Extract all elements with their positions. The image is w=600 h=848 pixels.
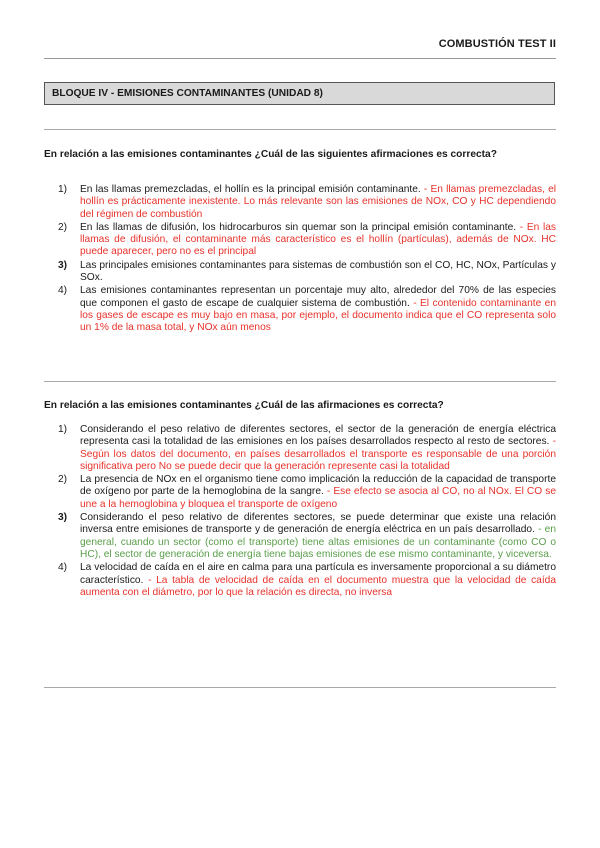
- option-text: La presencia de NOx en el organismo tiene como implicación la reducción de la capacidad de transporte de oxígeno por parte de la hemoglobina de la sangre.: [80, 474, 556, 498]
- section-title-box: [44, 82, 555, 105]
- question-2-option-1: [58, 424, 556, 473]
- question-2-option-2: [58, 474, 556, 511]
- option-text: Considerando el peso relativo de diferentes sectores, se puede determinar que existe una relación inversa entre emisiones de transporte y de generación de energía eléctrica en un país desarrollado.: [80, 512, 556, 536]
- option-note: - La tabla de velocidad de caída en el documento muestra que la velocidad de caída aumenta con el diámetro, por lo que la relación es directa, no inversa: [80, 574, 556, 598]
- option-note: - El contenido contaminante en los gases de escape es muy bajo en masa, por ejemplo, el documento indica que el CO representa solo un 1% de la masa total, y NOx aún menos: [80, 297, 556, 334]
- option-note: - en general, cuando un sector (como el transporte) tiene altas emisiones de un contaminante (como CO o HC), el sector de generación de energía tiene bajas emisiones de ese mismo contaminante, y viceversa.: [80, 524, 556, 560]
- divider: [44, 129, 556, 130]
- divider: [44, 381, 556, 382]
- question-1-options: [58, 184, 556, 336]
- option-text: La velocidad de caída en el aire en calma para una partícula es inversamente proporcional a su diámetro característico.: [80, 562, 556, 586]
- question-1-option-4: [58, 285, 556, 334]
- question-1-option-3: [58, 260, 556, 285]
- question-2-option-3: [58, 512, 556, 561]
- question-1-option-2: [58, 222, 556, 259]
- document-header-title: COMBUSTIÓN TEST II: [438, 38, 556, 50]
- option-note: - En llamas premezcladas, el hollín es prácticamente inexistente. Lo más relevante son las emisiones de NOx, CO y HC dependiendo del régimen de combustión: [80, 184, 556, 220]
- header-divider: [44, 58, 556, 59]
- option-text: En las llamas de difusión, los hidrocarburos sin quemar son la principal emisión contaminante.: [80, 221, 517, 233]
- option-number: 2): [58, 221, 68, 233]
- option-text: En las llamas premezcladas, el hollín es la principal emisión contaminante.: [80, 184, 421, 195]
- question-2-option-4: [58, 562, 556, 599]
- option-note: - Ese efecto se asocia al CO, no al NOx. El CO se une a la hemoglobina y bloquea el transporte de oxígeno: [80, 486, 556, 510]
- option-text: Las emisiones contaminantes representan un porcentaje muy alto, alrededor del 70% de las especies que componen el gasto de escape de cualquier sistema de combustión.: [80, 285, 556, 309]
- question-1: En relación a las emisiones contaminantes ¿Cuál de las siguientes afirmaciones es correcta?: [44, 149, 497, 160]
- question-2: En relación a las emisiones contaminantes ¿Cuál de las afirmaciones es correcta?: [44, 400, 444, 411]
- option-number: 1): [58, 424, 68, 435]
- section-title: BLOQUE IV - EMISIONES CONTAMINANTES (UNIDAD 8): [52, 88, 323, 99]
- option-note: - Según los datos del documento, en países desarrollados el transporte es responsable de una porción significativa pero No se puede decir que la generación represente casi la totalidad: [80, 436, 556, 472]
- option-note: - En las llamas de difusión, el contaminante más característico es el hollín (partículas), además de NOx. HC puede aparecer, pero no es el principal: [80, 221, 556, 258]
- option-number: 2): [58, 474, 68, 486]
- option-text: Considerando el peso relativo de diferentes sectores, el sector de la generación de energía eléctrica representa casi la totalidad de las emisiones en los países desarrollados respecto al resto de sectores.: [80, 424, 556, 448]
- option-number: 3): [58, 512, 68, 524]
- option-number: 4): [58, 285, 68, 297]
- option-number: 3): [58, 259, 68, 271]
- option-number: 1): [58, 184, 68, 195]
- option-number: 4): [58, 562, 68, 574]
- question-2-options: [58, 424, 556, 600]
- divider: [44, 687, 556, 688]
- question-1-option-1: [58, 184, 556, 221]
- option-text: Las principales emisiones contaminantes para sistemas de combustión son el CO, HC, NOx, Partículas y SOx.: [80, 259, 556, 284]
